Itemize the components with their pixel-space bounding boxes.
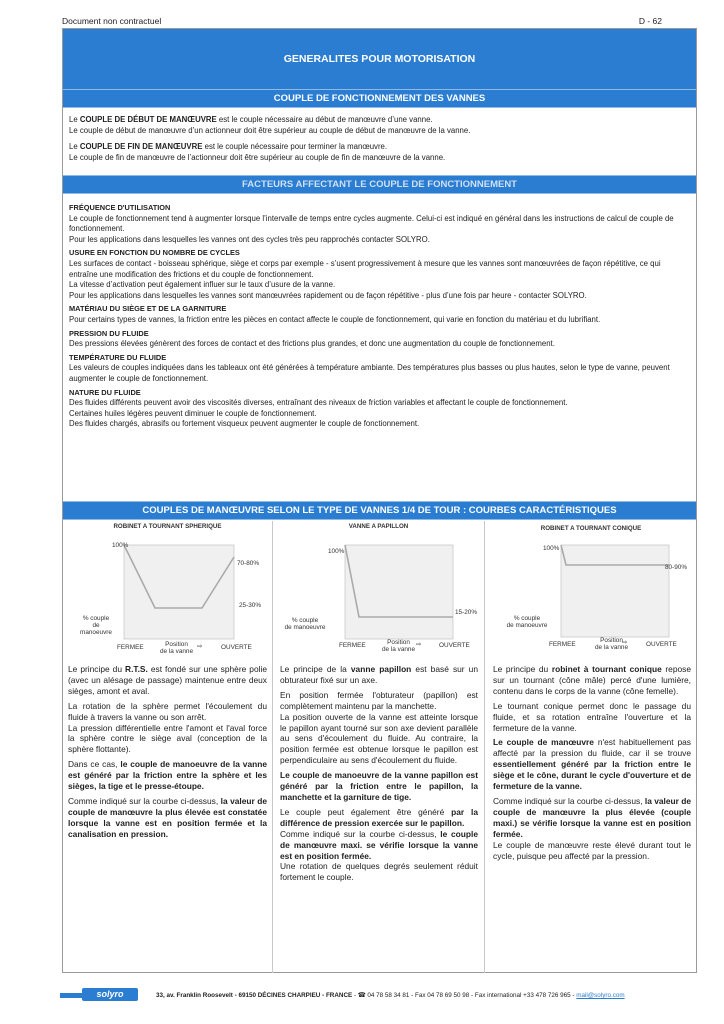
section-band-curves: COUPLES DE MANŒUVRE SELON LE TYPE DE VANNES 1/4 DE TOUR : COURBES CARACTÉRISTIQUES	[63, 501, 696, 520]
chart-butterfly	[273, 521, 484, 661]
document-frame	[62, 28, 697, 973]
factor-text: Des fluides chargés, abrasifs ou fortement visqueux peuvent augmenter le couple de fonctionnement.	[69, 419, 420, 429]
mid-label: 25-30%	[239, 602, 262, 609]
y-axis-label: % couple de manoeuvre	[80, 615, 112, 636]
factor-text: Les surfaces de contact - boisseau sphérique, siège et corps par exemple - s’usent progressivement à mesure que les vannes sont manœuvrées de façon répétitive, ce qui entraîne une modification des frictions et du couple de fonctionnement.	[69, 258, 661, 279]
x-left-label: FERMEE	[339, 642, 366, 649]
factor-text: Les valeurs de couples indiquées dans les tableaux ont été générées à température ambiante. Des températures plus basses ou plus hautes, selon le type de vanne, peuvent augmenter le couple de fonctionnement.	[69, 363, 670, 383]
factors-section	[69, 200, 690, 430]
intro-p1: Le COUPLE DE DÉBUT DE MANŒUVRE est le couple nécessaire au début de manœuvre d’une vanne.	[69, 115, 433, 124]
chart-plot	[485, 521, 697, 661]
intro-p2: Le COUPLE DE FIN DE MANŒUVRE est le couple nécessaire pour terminer la manœuvre.	[69, 142, 388, 152]
col1-p4: Dans ce cas, le couple de manoeuvre de la vanne est généré par la friction entre la sphère et les sièges, la tige et le presse-étoupe.	[68, 759, 267, 792]
col3-p3: Le couple de manœuvre n'est habituellement pas affecté par la pression du fluide, car il se trouve essentiellement généré par la friction entre le siège et le cône, durant le cycle d'ouverture et de fermeture de la vanne.	[493, 737, 691, 792]
factor-text: Des fluides différents peuvent avoir des viscosités diverses, entraînant des niveaux de friction variables et affectant le couple de fonctionnement.	[69, 398, 568, 408]
factor-heading: TEMPÉRATURE DU FLUIDE	[69, 352, 167, 362]
col2-p4: Le couple de manoeuvre de la vanne papillon est généré par la friction entre le papillon, la manchette et la garniture de tige.	[280, 770, 478, 802]
chart-title: ROBINET A TOURNANT SPHERIQUE	[113, 523, 222, 530]
page-title: GENERALITES POUR MOTORISATION	[63, 29, 696, 89]
section-band-operating-torque: COUPLE DE FONCTIONNEMENT DES VANNES	[63, 89, 696, 108]
footer-contact: 33, av. Franklin Roosevelt - 69150 DÉCINES CHARPIEU - FRANCE - ☎ 04 78 58 34 81 - Fax 04 78 69 50 98 - Fax international +33 478 726 965 - mail@solyro.com	[156, 992, 625, 999]
y-100-label: 100%	[543, 545, 560, 552]
solyro-logo: solyro	[60, 988, 140, 1002]
arrow-icon: ⇨	[622, 639, 628, 646]
column-butterfly	[280, 664, 478, 887]
factor-text: Pour les applications dans lesquelles les vannes sont manœuvrées rapidement ou de façon répétitive - plus d’une fois par heure - contacter SOLYRO.	[69, 290, 587, 300]
col2-p1: Le principe de la vanne papillon est basé sur un obturateur fixé sur un axe.	[280, 664, 478, 685]
chart-plot	[273, 521, 484, 661]
intro-p2b: Le couple de fin de manœuvre de l’actionneur doit être supérieur au couple de fin de manœuvre de la vanne.	[69, 152, 446, 162]
x-mid-label: Position de la vanne	[595, 637, 629, 651]
open-start-label: 70-80%	[237, 560, 260, 567]
col3-p2: Le tournant conique permet donc le passage du fluide, et sa rotation entraîne l'ouverture et la fermeture de la vanne.	[493, 700, 691, 733]
col2-p3: La position ouverte de la vanne est atteinte lorsque le papillon ayant tourné sur son axe devient parallèle au sens d'écoulement du fluide. Au contraire, la position fermée est obtenue lorsque le papillon est perpendiculaire au sens d'écoulement du fluide.	[280, 711, 478, 766]
plot-area	[124, 545, 234, 639]
factor-text: La vitesse d’activation peut également influer sur le taux d’usure de la vanne.	[69, 280, 336, 290]
page-number: D - 62	[638, 16, 662, 26]
low-label: 15-20%	[455, 609, 478, 616]
chart-title: ROBINET A TOURNANT CONIQUE	[540, 525, 642, 532]
email-link[interactable]: mail@solyro.com	[576, 992, 625, 999]
page-header	[62, 16, 662, 26]
factor-text: Pour les applications dans lesquelles les vannes ont des cycles très peu rapprochés contacter SOLYRO.	[69, 234, 430, 244]
x-right-label: OUVERTE	[646, 641, 677, 648]
col2-p2: En position fermée l'obturateur (papillon) est complètement maintenu par la manchette.	[280, 689, 478, 711]
plot-area	[561, 545, 669, 637]
factor-heading: USURE EN FONCTION DU NOMBRE DE CYCLES	[69, 248, 240, 258]
intro-section	[69, 115, 690, 163]
y-100-label: 100%	[112, 542, 129, 549]
arrow-icon: ⇨	[197, 643, 203, 650]
intro-p1b: Le couple de début de manœuvre d’un actionneur doit être supérieur au couple de début de manœuvre de la vanne.	[69, 125, 471, 135]
section-band-factors: FACTEURS AFFECTANT LE COUPLE DE FONCTIONNEMENT	[63, 175, 696, 194]
page-footer	[60, 990, 696, 1004]
factor-text: Certaines huiles légères peuvent diminuer le couple de fonctionnement.	[69, 408, 317, 418]
plateau-label: 80-90%	[665, 564, 688, 571]
col3-p1: Le principe du robinet à tournant conique repose sur un tournant (cône mâle) percé d'une lumière, contenu dans le corps de la vanne (cône femelle).	[493, 664, 691, 696]
col2-p5: Le couple peut également être généré par la différence de pression exercée sur le papillon.	[280, 806, 478, 828]
x-left-label: FERMEE	[549, 641, 576, 648]
factor-text: Pour certains types de vannes, la friction entre les pièces en contact affecte le couple de fonctionnement, qui varie en fonction du matériau et du lubrifiant.	[69, 314, 601, 324]
factor-heading: FRÉQUENCE D'UTILISATION	[69, 203, 171, 212]
y-100-label: 100%	[328, 548, 345, 555]
x-mid-label: Position de la vanne	[382, 639, 416, 653]
chart-conical-plug	[485, 521, 697, 661]
y-axis-label: % couple de manoeuvre	[506, 615, 548, 629]
x-left-label: FERMEE	[117, 644, 144, 651]
column-spherical	[68, 664, 267, 844]
plot-area	[345, 545, 453, 639]
chart-spherical-plug	[63, 521, 272, 661]
y-axis-label: % couple de manoeuvre	[284, 617, 326, 631]
factor-heading: MATÉRIAU DU SIÈGE ET DE LA GARNITURE	[69, 304, 227, 314]
arrow-icon: ⇨	[416, 641, 422, 648]
chart-plot	[63, 521, 272, 661]
col1-p1: Le principe du R.T.S. est fondé sur une sphère polie (avec un alésage de passage) maintenue entre deux sièges, amont et aval.	[68, 664, 267, 696]
chart-title: VANNE A PAPILLON	[348, 523, 409, 530]
x-mid-label: Position de la vanne	[160, 641, 194, 655]
factor-text: Le couple de fonctionnement tend à augmenter lorsque l’intervalle de temps entre cycles augmente. Celui-ci est indiqué en général dans les instructions de calcul de couple de fonctionnement.	[69, 213, 674, 234]
col2-p7: Une rotation de quelques degrés seulement réduit fortement le couple.	[280, 861, 478, 883]
factor-heading: NATURE DU FLUIDE	[69, 387, 141, 397]
col1-p2: La rotation de la sphère permet l'écoulement du fluide à travers la vanne ou son arrêt.	[68, 700, 267, 722]
x-right-label: OUVERTE	[221, 644, 252, 651]
col2-p6: Comme indiqué sur la courbe ci-dessus, le couple de manœuvre maxi. se vérifie lorsque la vanne est en position fermée.	[280, 828, 478, 861]
factor-heading: PRESSION DU FLUIDE	[69, 328, 149, 338]
col1-p3: La pression différentielle entre l'amont et l'aval force la sphère contre le siège aval (conception de la sphère flottante).	[68, 722, 267, 755]
col3-p5: Le couple de manœuvre reste élevé durant tout le cycle, puisque peu affecté par la pression.	[493, 839, 691, 861]
factor-text: Des pressions élevées génèrent des forces de contact et des frictions plus grandes, et donc une augmentation du couple de fonctionnement.	[69, 339, 555, 349]
x-right-label: OUVERTE	[439, 642, 470, 649]
column-conical	[493, 664, 691, 865]
col1-p5: Comme indiqué sur la courbe ci-dessus, la valeur de couple de manœuvre la plus élevée est constatée lorsque la vanne est en position fermée et la canalisation en pression.	[68, 795, 268, 839]
header-disclaimer: Document non contractuel	[62, 16, 162, 26]
col3-p4: Comme indiqué sur la courbe ci-dessus, la valeur de couple de manœuvre la plus élevée (couple maxi.) se vérifie lorsque la vanne est en position fermée.	[493, 795, 692, 839]
